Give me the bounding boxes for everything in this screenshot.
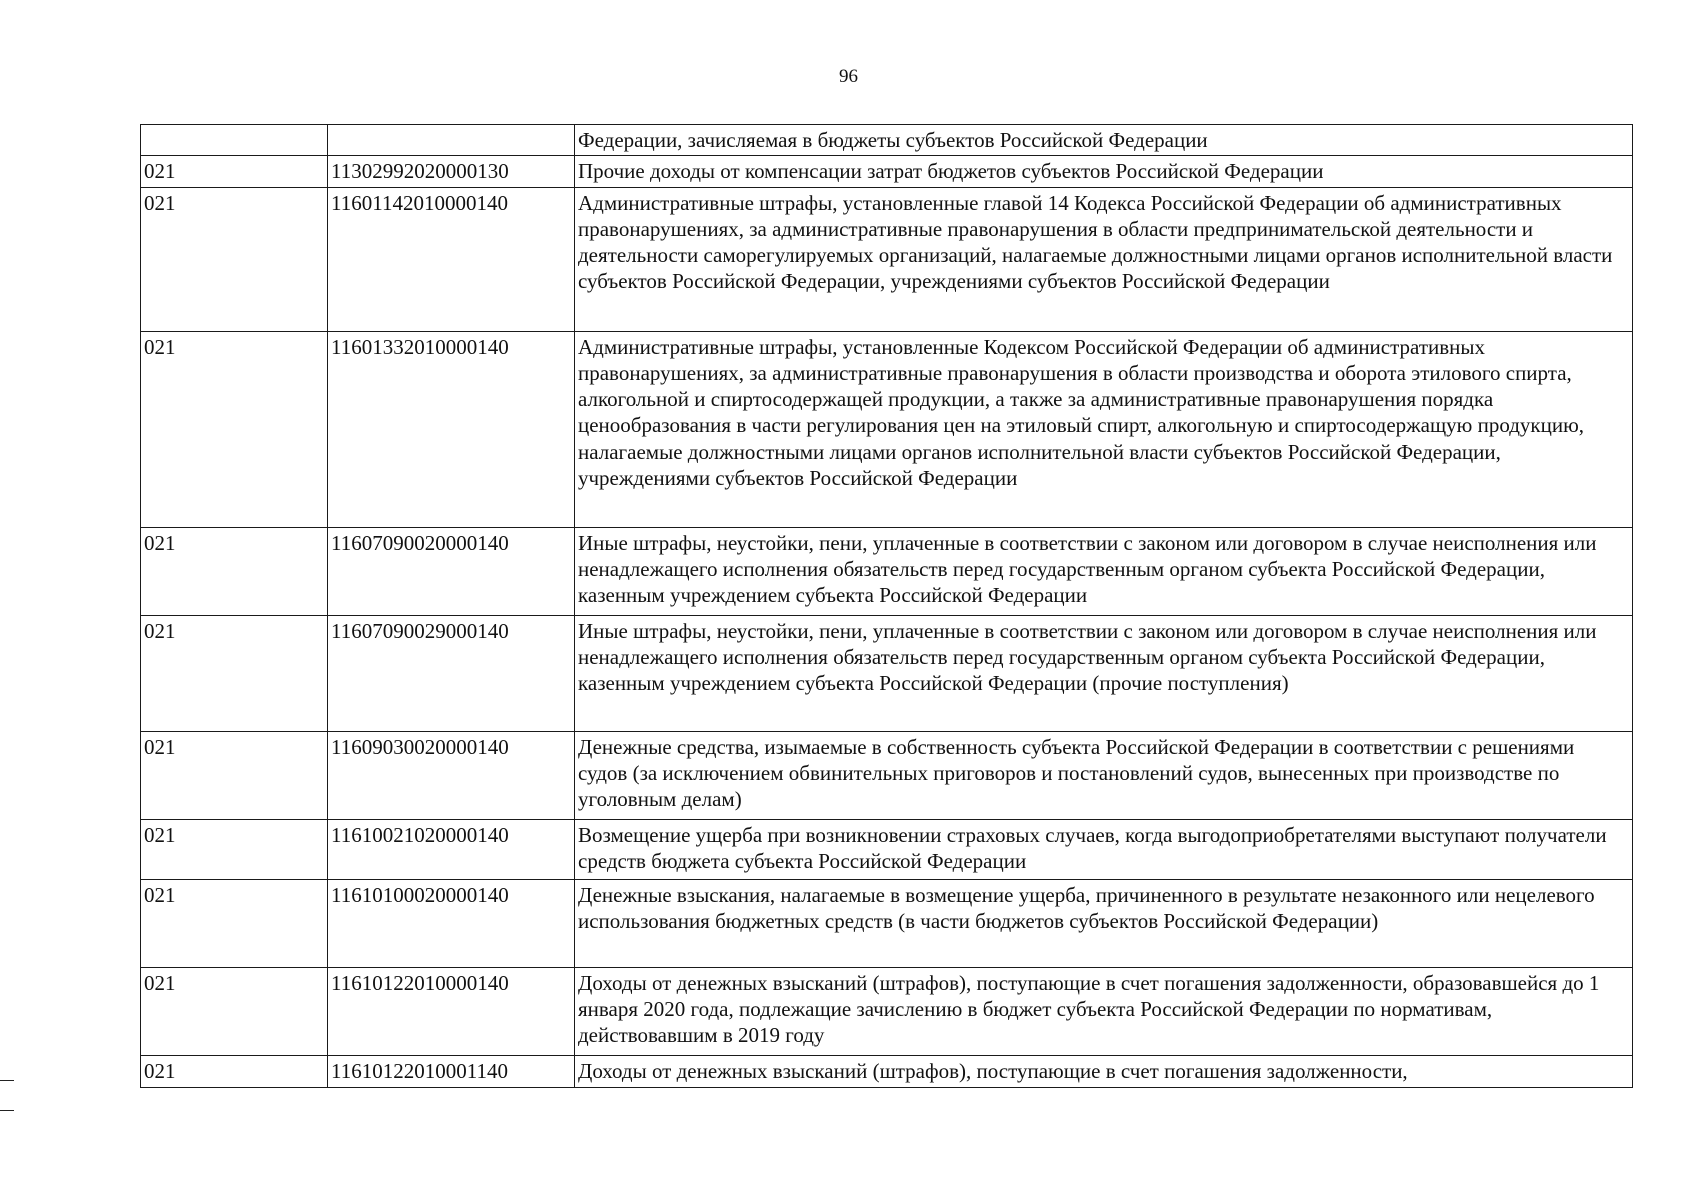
description-cell: Доходы от денежных взысканий (штрафов), поступающие в счет погашения задолженности, образовавшейся до 1 января 2020 года, подлежащие зачислению в бюджет субъекта Российской Федерации по нормативам, действовавшим в 2019 году (575, 967, 1633, 1055)
budget-code-cell: 11610100020000140 (328, 879, 575, 967)
table-row (141, 731, 1633, 819)
admin-code-cell: 021 (141, 731, 328, 819)
table-row (141, 527, 1633, 615)
admin-code-cell: 021 (141, 879, 328, 967)
budget-code-cell: 11610122010001140 (328, 1055, 575, 1087)
budget-code-cell: 11610021020000140 (328, 819, 575, 879)
admin-code-cell: 021 (141, 187, 328, 331)
page-number: 96 (839, 66, 858, 87)
description-cell: Доходы от денежных взысканий (штрафов), поступающие в счет погашения задолженности, (575, 1055, 1633, 1087)
table-row (141, 967, 1633, 1055)
admin-code-cell (141, 125, 328, 156)
scan-margin-mark (0, 1080, 14, 1081)
budget-code-cell: 11302992020000130 (328, 156, 575, 187)
budget-code-cell: 11601142010000140 (328, 187, 575, 331)
table-row (141, 819, 1633, 879)
description-cell: Денежные средства, изымаемые в собственность субъекта Российской Федерации в соответствии с решениями судов (за исключением обвинительных приговоров и постановлений судов, вынесенных при производстве по уголовным делам) (575, 731, 1633, 819)
description-cell: Административные штрафы, установленные Кодексом Российской Федерации об административных правонарушениях, за административные правонарушения в области производства и оборота этилового спирта, алкогольной и спиртосодержащей продукции, а также за административные правонарушения порядка ценообразования в части регулирования цен на этиловый спирт, алкогольную и спиртосодержащую продукцию, налагаемые должностными лицами органов исполнительной власти субъектов Российской Федерации, учреждениями субъектов Российской Федерации (575, 331, 1633, 527)
admin-code-cell: 021 (141, 967, 328, 1055)
table-row (141, 879, 1633, 967)
table-row (141, 125, 1633, 156)
description-cell: Возмещение ущерба при возникновении страховых случаев, когда выгодоприобретателями выступают получатели средств бюджета субъекта Российской Федерации (575, 819, 1633, 879)
budget-code-cell (328, 125, 575, 156)
admin-code-cell: 021 (141, 156, 328, 187)
description-cell: Прочие доходы от компенсации затрат бюджетов субъектов Российской Федерации (575, 156, 1633, 187)
admin-code-cell: 021 (141, 331, 328, 527)
admin-code-cell: 021 (141, 527, 328, 615)
description-cell: Федерации, зачисляемая в бюджеты субъектов Российской Федерации (575, 125, 1633, 156)
admin-code-cell: 021 (141, 615, 328, 731)
admin-code-cell: 021 (141, 819, 328, 879)
table-row (141, 331, 1633, 527)
budget-code-cell: 11601332010000140 (328, 331, 575, 527)
admin-code-cell: 021 (141, 1055, 328, 1087)
budget-code-cell: 11610122010000140 (328, 967, 575, 1055)
table-row (141, 156, 1633, 187)
description-cell: Денежные взыскания, налагаемые в возмещение ущерба, причиненного в результате незаконного или нецелевого использования бюджетных средств (в части бюджетов субъектов Российской Федерации) (575, 879, 1633, 967)
budget-code-cell: 11609030020000140 (328, 731, 575, 819)
table-row (141, 187, 1633, 331)
description-cell: Административные штрафы, установленные главой 14 Кодекса Российской Федерации об административных правонарушениях, за административные правонарушения в области предпринимательской деятельности и деятельности саморегулируемых организаций, налагаемые должностными лицами органов исполнительной власти субъектов Российской Федерации, учреждениями субъектов Российской Федерации (575, 187, 1633, 331)
budget-code-cell: 11607090020000140 (328, 527, 575, 615)
revenue-codes-table (140, 124, 1633, 1088)
table-row (141, 1055, 1633, 1087)
scan-margin-mark (0, 1110, 14, 1111)
description-cell: Иные штрафы, неустойки, пени, уплаченные в соответствии с законом или договором в случае неисполнения или ненадлежащего исполнения обязательств перед государственным органом субъекта Российской Федерации, казенным учреждением субъекта Российской Федерации (прочие поступления) (575, 615, 1633, 731)
table-row (141, 615, 1633, 731)
description-cell: Иные штрафы, неустойки, пени, уплаченные в соответствии с законом или договором в случае неисполнения или ненадлежащего исполнения обязательств перед государственным органом субъекта Российской Федерации, казенным учреждением субъекта Российской Федерации (575, 527, 1633, 615)
budget-code-cell: 11607090029000140 (328, 615, 575, 731)
